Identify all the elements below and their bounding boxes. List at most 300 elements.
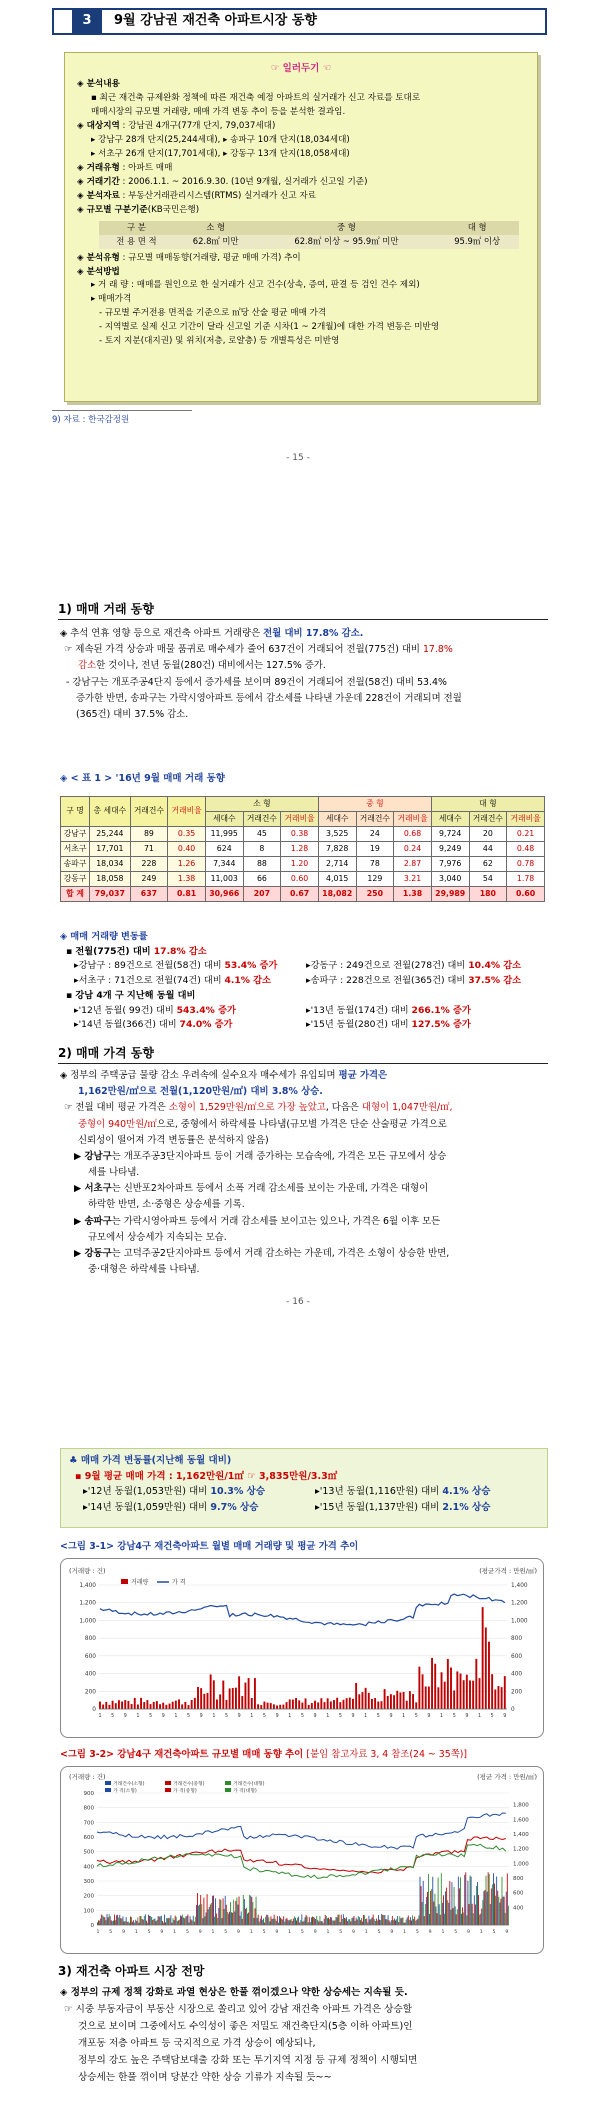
bar-mark [118, 1917, 119, 1925]
text-highlight: 2.1% 상승 [442, 1502, 491, 1514]
bar-mark [443, 1895, 444, 1925]
text-highlight: 266.1% 증가 [411, 1004, 471, 1016]
bar-mark [236, 1897, 237, 1925]
bar-mark [286, 1918, 287, 1925]
y-tick-right: 0 [511, 1707, 515, 1713]
bar-mark [307, 1916, 308, 1925]
bar-mark [98, 1920, 99, 1925]
price-variation-box [60, 1448, 548, 1528]
table-cell: 54 [469, 872, 507, 887]
bar-mark [252, 1902, 253, 1925]
th-rate: 거래비율 [168, 797, 206, 827]
table-cell: 3,040 [431, 872, 469, 887]
table-cell: 18,034 [90, 857, 130, 872]
bar-mark [241, 1696, 243, 1709]
bar-mark [259, 1922, 260, 1925]
legend-swatch [225, 1781, 231, 1785]
bar-mark [172, 1702, 174, 1709]
legend-label: 가 격(대형) [233, 1789, 257, 1794]
text-run: ▸'15년 동월(280건) 대비 [306, 1019, 412, 1031]
bar-mark [173, 1918, 174, 1925]
bar-mark [216, 1914, 217, 1925]
bar-mark [108, 1917, 109, 1925]
bar-mark [156, 1921, 157, 1925]
bar-mark [260, 1705, 262, 1709]
legend-label: 가 격(중형) [173, 1789, 197, 1794]
x-tick: 5 [377, 1930, 381, 1935]
size-cell: 전 용 면 적 [99, 235, 174, 249]
notes-line [77, 204, 525, 218]
table-cell: 0.40 [168, 842, 206, 857]
x-tick: 9 [503, 1714, 507, 1719]
price-line [69, 1500, 539, 1516]
x-tick: 9 [313, 1714, 317, 1719]
text-highlight: 10.4% 감소 [468, 960, 522, 972]
bar-mark [131, 1704, 133, 1709]
bar-mark [214, 1917, 215, 1925]
x-tick: 5 [147, 1930, 151, 1935]
text-line: 것으로 보이며 그중에서도 수익성이 좋은 저밀도 재건축단지(5층 이하 아파트)인 [78, 2021, 413, 2033]
bar-mark [441, 1672, 443, 1709]
text-line [60, 1100, 550, 1116]
bar-mark [288, 1920, 289, 1925]
table-cell: 249 [130, 872, 168, 887]
text-highlight: 4.1% 감소 [224, 975, 271, 987]
bar-mark [306, 1915, 307, 1925]
axis-unit-right: (평균 가격 : 만원/㎡) [477, 1773, 537, 1781]
table-cell: 250 [356, 887, 394, 902]
bar-mark [181, 1704, 183, 1709]
th-gu: 구 명 [61, 797, 90, 827]
x-tick: 1 [479, 1930, 483, 1935]
bar-mark [125, 1921, 126, 1925]
bar-mark [365, 1919, 366, 1925]
axis-unit-left: (거래량 : 건) [69, 1773, 106, 1781]
price-line [97, 1813, 506, 1849]
bar-mark [191, 1919, 192, 1925]
text-run: ▸강동구 : 249건으로 전월(278건) 대비 [306, 960, 469, 972]
bar-mark [412, 1694, 414, 1709]
bar-mark [469, 1680, 471, 1709]
notes-line [77, 176, 525, 190]
notes-line: ▸ 서초구 26개 단지(17,701세대), ▸ 강동구 13개 단지(18,058세대) [91, 148, 350, 159]
notes-line: - 규모별 주거전용 면적을 기준으로 ㎡당 산술 평균 매매 가격 [99, 308, 327, 319]
bar-mark [453, 1690, 455, 1709]
bar-mark [182, 1915, 183, 1925]
bar-mark [200, 1688, 202, 1709]
text-highlight: 대형이 1,047만원/㎡, [361, 1102, 453, 1114]
bar-mark [170, 1915, 171, 1925]
bar-mark [251, 1698, 253, 1709]
x-tick: 1 [212, 1714, 216, 1719]
table-cell: 0.21 [507, 827, 545, 842]
bar-mark [419, 1915, 420, 1925]
x-tick: 5 [262, 1714, 266, 1719]
th-rate: 거래비율 [394, 812, 432, 827]
text-line [60, 1149, 550, 1165]
bar-mark [378, 1915, 379, 1925]
table-cell: 0.60 [507, 887, 545, 902]
x-tick: 5 [492, 1930, 496, 1935]
price-line [69, 1484, 539, 1500]
bar-mark [242, 1919, 243, 1925]
bar-mark [380, 1701, 382, 1709]
bar-mark [220, 1900, 221, 1925]
notes-line [77, 190, 525, 204]
x-tick: 5 [224, 1930, 228, 1935]
bar-mark [200, 1895, 201, 1925]
bar-mark [277, 1916, 278, 1925]
bar-mark [377, 1920, 378, 1925]
bar-mark [313, 1917, 314, 1925]
bar-mark [393, 1695, 395, 1709]
legend-swatch [105, 1788, 111, 1792]
bar-mark [485, 1628, 487, 1709]
notes-line [77, 120, 525, 134]
y-tick-right: 1,400 [511, 1583, 528, 1589]
bar-mark [103, 1917, 104, 1925]
table-cell: 3,525 [318, 827, 356, 842]
bar-mark [136, 1921, 137, 1925]
table-caption: ◈ < 표 1 > '16년 9월 매매 거래 동향 [60, 773, 225, 784]
x-tick: 1 [441, 1930, 445, 1935]
bar-mark [317, 1702, 319, 1709]
bar-mark [454, 1887, 455, 1925]
x-tick: 1 [364, 1930, 368, 1935]
bar-mark [265, 1917, 266, 1925]
bar-mark [119, 1915, 120, 1925]
bar-mark [379, 1920, 380, 1925]
text-run: ▸서초구 : 71건으로 전월(74건) 대비 [74, 975, 225, 987]
bar-mark [178, 1699, 180, 1709]
bar-mark [197, 1687, 199, 1709]
text-highlight: ▶ 강남구 [74, 1150, 112, 1162]
bar-mark [106, 1920, 107, 1925]
bar-mark [292, 1700, 294, 1709]
bar-mark [257, 1704, 259, 1709]
bar-mark [503, 1897, 504, 1925]
bar-mark [206, 1912, 207, 1925]
bar-mark [508, 1906, 509, 1925]
bar-mark [100, 1919, 101, 1925]
bar-mark [318, 1921, 319, 1925]
bar-mark [104, 1917, 105, 1925]
bar-mark [210, 1674, 212, 1709]
bar-mark [428, 1874, 429, 1925]
bar-mark [387, 1919, 388, 1925]
bar-mark [437, 1687, 439, 1709]
legend-label: 가 격(소형) [113, 1789, 137, 1794]
section-title: 9월 강남권 재건축 아파트시장 동향 [114, 13, 317, 29]
bar-mark [335, 1917, 336, 1925]
bar-mark [187, 1914, 188, 1925]
axis-unit-left: (거래량 : 건) [69, 1567, 106, 1575]
bar-mark [300, 1920, 301, 1925]
bar-mark [453, 1908, 454, 1925]
bar-mark [203, 1694, 205, 1709]
y-tick-right: 800 [511, 1636, 523, 1643]
bar-mark [280, 1918, 281, 1925]
bar-mark [135, 1920, 136, 1925]
bar-mark [284, 1922, 285, 1925]
bar-mark [475, 1904, 476, 1925]
bar-mark [392, 1916, 393, 1925]
bar-mark [140, 1698, 142, 1709]
bar-mark [326, 1916, 327, 1925]
bar-mark [116, 1915, 117, 1925]
x-tick: 5 [149, 1714, 153, 1719]
th-count: 거래건수 [243, 812, 281, 827]
bar-mark [194, 1922, 195, 1925]
notes-text: (KB국민은행) [147, 204, 200, 215]
bar-mark [215, 1898, 216, 1925]
bar-mark [490, 1904, 491, 1925]
bar-mark [430, 1891, 431, 1925]
text-line: - 강남구는 개포주공4단지 등에서 증가세를 보이며 89건이 거래되어 전월(58건) 대비 53.4% [66, 676, 447, 688]
notes-label: ◈ 대상지역 [77, 121, 120, 132]
table-cell: 0.68 [394, 827, 432, 842]
bar-mark [474, 1895, 475, 1925]
legend-label-bar: 거래량 [131, 1579, 149, 1586]
bar-mark [109, 1914, 110, 1925]
bar-mark [465, 1872, 466, 1925]
bar-mark [249, 1895, 250, 1925]
x-tick: 9 [427, 1714, 431, 1719]
bar-mark [127, 1701, 129, 1709]
bar-mark [495, 1896, 496, 1925]
bar-mark [395, 1920, 396, 1925]
bar-mark [185, 1916, 186, 1925]
text-line: 증가한 반면, 송파구는 가락시영아파트 등에서 감소세를 나타낸 가운데 228건이 거래되며 전월 [76, 692, 462, 704]
subsection-underline [58, 619, 548, 620]
y-tick-left: 200 [84, 1689, 96, 1696]
bar-mark [140, 1916, 141, 1925]
bar-mark [197, 1893, 198, 1925]
bar-mark [346, 1698, 348, 1709]
bar-mark [354, 1916, 355, 1925]
bar-mark [256, 1897, 257, 1925]
bar-mark [102, 1705, 104, 1709]
y-tick-right: 1,200 [511, 1600, 528, 1607]
bar-mark [276, 1705, 278, 1709]
bar-mark [282, 1705, 284, 1709]
x-tick: 1 [288, 1714, 292, 1719]
th-large: 대 형 [431, 797, 544, 812]
bar-mark [229, 1688, 231, 1709]
x-tick: 1 [326, 1714, 330, 1719]
text-highlight: 17.8% 감소 [153, 945, 207, 957]
bar-mark [191, 1700, 193, 1709]
text-run: ◈ 추석 연휴 영향 등으로 재건축 아파트 거래량은 [60, 628, 264, 639]
bar-mark [383, 1915, 384, 1925]
bar-mark [301, 1703, 303, 1709]
table-cell: 9,724 [431, 827, 469, 842]
bar-mark [350, 1921, 351, 1925]
table-cell: 1.20 [281, 857, 319, 872]
bar-mark [425, 1686, 427, 1709]
price-line [69, 1469, 539, 1485]
bar-mark [416, 1920, 417, 1925]
bar-mark [498, 1897, 499, 1925]
bar-mark [436, 1907, 437, 1925]
bar-mark [477, 1882, 478, 1925]
bar-mark [366, 1919, 367, 1925]
table-cell: 2,714 [318, 857, 356, 872]
table-row [61, 857, 545, 872]
bar-mark [463, 1680, 465, 1709]
bar-mark [131, 1917, 132, 1925]
bar-mark [148, 1915, 149, 1925]
x-tick: 9 [198, 1930, 202, 1935]
x-tick: 9 [428, 1930, 432, 1935]
bar-mark [293, 1919, 294, 1925]
bar-mark [144, 1916, 145, 1925]
x-tick: 5 [454, 1930, 458, 1935]
bar-mark [251, 1897, 252, 1925]
bar-mark [417, 1919, 418, 1925]
bar-mark [501, 1687, 503, 1709]
table-cell: 합 계 [61, 887, 90, 902]
bar-mark [421, 1886, 422, 1925]
bar-mark [442, 1903, 443, 1925]
bar-mark [352, 1699, 354, 1709]
bar-mark [351, 1918, 352, 1925]
bar-mark [137, 1917, 138, 1925]
bar-mark [358, 1916, 359, 1925]
trade-table-body [61, 827, 545, 902]
notes-line: - 지역별로 실제 신고 기간이 달라 신고일 기준 시차(1 ~ 2개월)에 대한 가격 변동은 미반영 [99, 322, 440, 333]
bar-mark [107, 1914, 108, 1925]
bar-mark [226, 1905, 227, 1925]
bar-mark [450, 1910, 451, 1925]
text-run: 으로, 중형에서 하락세를 나타냄(규모별 가격은 단순 산술평균 가격으로 [156, 1118, 447, 1130]
bar-mark [322, 1921, 323, 1925]
bar-mark [275, 1919, 276, 1925]
bar-mark [349, 1698, 351, 1709]
bar-mark [336, 1698, 338, 1709]
bar-mark [118, 1700, 120, 1709]
bar-mark [418, 1667, 420, 1709]
bar-mark [162, 1703, 164, 1709]
notes-line [77, 162, 525, 176]
bar-mark [489, 1874, 490, 1925]
section-number: 3 [72, 10, 102, 33]
bar-mark [273, 1704, 275, 1709]
bar-mark [262, 1920, 263, 1925]
text-line [60, 1181, 550, 1197]
bar-mark [267, 1703, 269, 1709]
text-highlight: 9.7% 상승 [210, 1502, 259, 1514]
bar-mark [387, 1696, 389, 1709]
text-line: 정부의 강도 높은 주택담보대출 강화 또는 투기지역 지정 등 규제 정책이 시행되면 [78, 2055, 418, 2067]
th-count: 거래건수 [469, 812, 507, 827]
notes-box [64, 52, 538, 402]
bar-mark [361, 1918, 362, 1925]
bar-mark [493, 1873, 494, 1925]
bar-mark [460, 1674, 462, 1709]
bar-mark [338, 1915, 339, 1925]
x-tick: 9 [123, 1714, 127, 1719]
bar-mark [276, 1921, 277, 1925]
bar-mark [195, 1917, 196, 1925]
bar-mark [396, 1691, 398, 1709]
variation-title: ◈ 매매 거래량 변동률 [60, 931, 148, 942]
table-cell: 0.81 [168, 887, 206, 902]
x-tick: 5 [111, 1714, 115, 1719]
y-tick-right: 1,000 [511, 1618, 528, 1625]
bar-mark [426, 1897, 427, 1925]
bar-mark [212, 1896, 213, 1925]
legend-swatch [105, 1781, 111, 1785]
notes-text: : 강남권 4개구(77개 단지, 79,037세대) [119, 121, 276, 132]
x-tick: 5 [109, 1930, 113, 1935]
bar-mark [241, 1911, 242, 1925]
y-tick-left: 300 [83, 1879, 94, 1885]
notes-line: 매매시장의 규모별 거래량, 매매 가격 변동 추이 등을 분석한 결과임. [91, 107, 346, 118]
table-cell: 9,249 [431, 842, 469, 857]
bar-mark [168, 1918, 169, 1925]
x-tick: 1 [403, 1930, 407, 1935]
bar-mark [289, 1920, 290, 1925]
bar-mark [331, 1918, 332, 1925]
bar-mark [150, 1916, 151, 1925]
bar-mark [393, 1920, 394, 1925]
text-line: (365건) 대비 37.5% 감소. [76, 708, 189, 720]
bar-mark [297, 1918, 298, 1925]
bar-mark [320, 1916, 321, 1925]
bar-mark [143, 1702, 145, 1709]
bar-mark [219, 1694, 221, 1709]
bar-mark [388, 1915, 389, 1925]
bar-mark [488, 1642, 490, 1709]
outlook-text [60, 1984, 550, 2086]
text-line: 신뢰성이 떨어져 가격 변동률은 분석하지 않음) [78, 1134, 269, 1146]
x-tick: 5 [415, 1930, 419, 1935]
notes-line: ▸ 매매가격 [91, 294, 132, 305]
bar-mark [164, 1914, 165, 1925]
size-cell: 62.8㎡ 이상 ~ 95.9㎡ 미만 [258, 235, 436, 249]
bar-mark [450, 1668, 452, 1709]
bar-mark [175, 1916, 176, 1925]
text-run: 는 고덕주공2단지아파트 등에서 거래 감소하는 가운데, 가격은 소형이 상승한 반면, [111, 1247, 450, 1259]
x-tick: 9 [160, 1930, 164, 1935]
bar-mark [344, 1918, 345, 1925]
bar-mark [159, 1917, 160, 1925]
price-line [97, 1844, 506, 1878]
bar-mark [391, 1920, 392, 1925]
table-cell: 66 [243, 872, 281, 887]
bar-mark [269, 1921, 270, 1925]
bar-mark [375, 1921, 376, 1925]
bar-mark [367, 1922, 368, 1925]
text-line: 개포동 저층 아파트 등 국지적으로 가격 상승이 예상되나, [78, 2038, 316, 2050]
bar-mark [190, 1916, 191, 1925]
bar-mark [310, 1922, 311, 1925]
bar-mark [469, 1904, 470, 1925]
notes-line: - 토지 지분(대지권) 및 위치(저층, 로얄층) 등 개별특성은 미반영 [99, 336, 340, 347]
bar-mark [294, 1916, 295, 1925]
text-highlight: ▪ 9월 평균 매매 가격 : 1,162만원/1㎡ [75, 1470, 244, 1482]
table-cell: 1.26 [168, 857, 206, 872]
bar-mark [480, 1914, 481, 1925]
bar-mark [234, 1911, 235, 1925]
bar-mark [209, 1907, 210, 1925]
bar-mark [327, 1918, 328, 1925]
bar-mark [499, 1903, 500, 1925]
notes-text: : 규모별 매매동향(거래량, 평균 매매 가격) 추이 [119, 252, 301, 263]
bar-mark [347, 1921, 348, 1925]
bar-mark [207, 1894, 208, 1925]
